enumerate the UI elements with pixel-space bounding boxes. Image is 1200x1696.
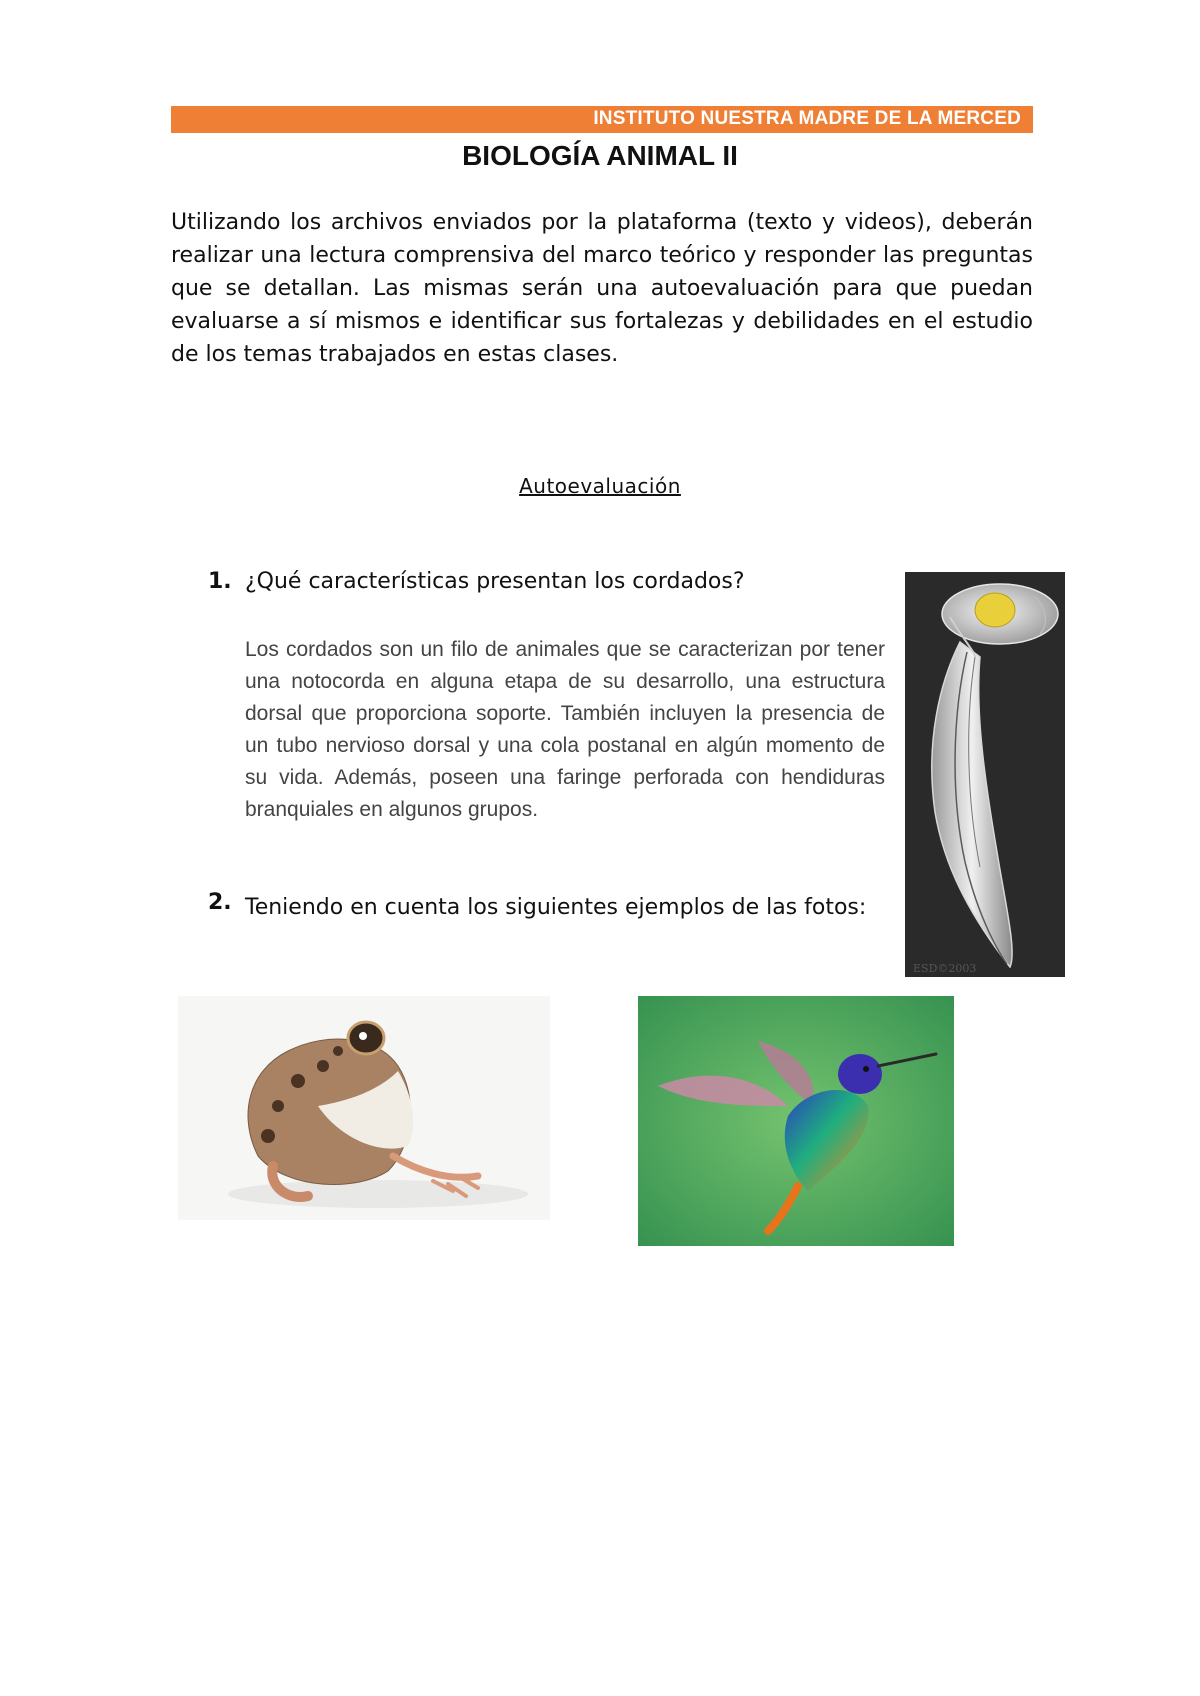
page-title: BIOLOGÍA ANIMAL II	[462, 140, 738, 171]
question-1-text: ¿Qué características presentan los cordados?	[245, 569, 745, 594]
hummingbird-illustration	[638, 996, 954, 1246]
frog-illustration	[178, 996, 550, 1220]
question-2-number: 2.	[208, 890, 232, 915]
institution-name: INSTITUTO NUESTRA MADRE DE LA MERCED	[593, 108, 1021, 129]
question-1-answer: Los cordados son un filo de animales que se caracterizan por tener una notocorda en alguna etapa de su desarrollo, una estructura dorsal que proporciona soporte. También incluyen la presencia de un tubo nervioso dorsal y una cola postanal en algún momento de su vida. Además, poseen una faringe perforada con hendiduras branquiales en algunos grupos.	[245, 638, 885, 821]
question-1-number: 1.	[208, 569, 232, 594]
question-2-text: Teniendo en cuenta los siguientes ejemplos de las fotos:	[245, 895, 867, 920]
hummingbird-image	[638, 996, 954, 1246]
header-bar	[171, 106, 1033, 133]
chordate-larva-image	[905, 572, 1065, 977]
chordate-larva-illustration	[905, 572, 1065, 977]
image-watermark: ESD©2003	[913, 962, 977, 975]
intro-paragraph: Utilizando los archivos enviados por la plataforma (texto y videos), deberán realizar una lectura comprensiva del marco teórico y responder las preguntas que se detallan. Las mismas serán una autoevaluación para que puedan evaluarse a sí mismos e identificar sus fortalezas y debilidades en el estudio de los temas trabajados en estas clases.	[171, 210, 1033, 367]
section-title: Autoevaluación	[519, 474, 681, 498]
frog-image	[178, 996, 550, 1220]
